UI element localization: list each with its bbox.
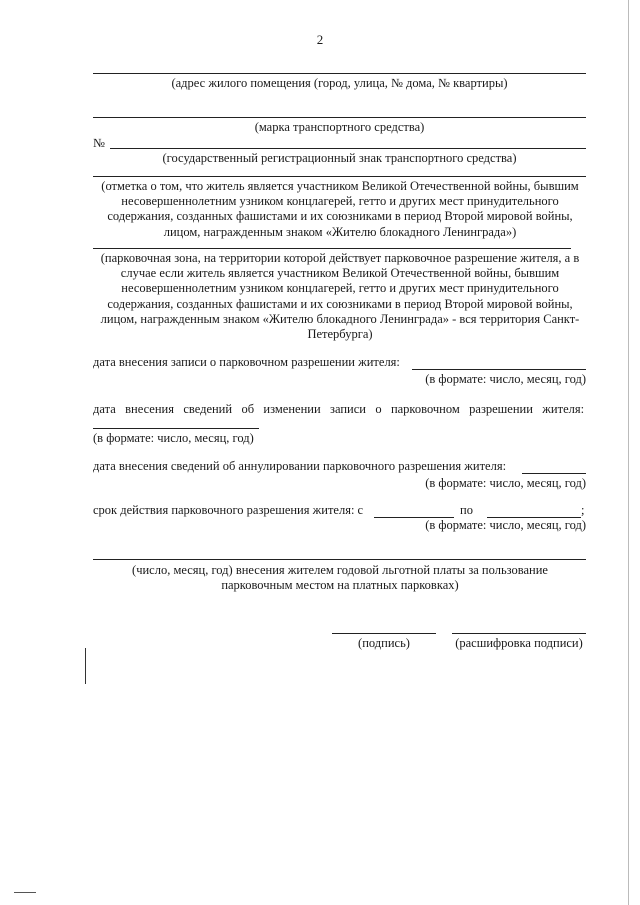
- veteran-note: [90, 179, 590, 240]
- parking-zone-note-line-6: Петербурга): [307, 327, 373, 342]
- scan-edge: [628, 0, 629, 905]
- registration-line: [110, 148, 586, 149]
- signature-decode-caption: (расшифровка подписи): [455, 636, 583, 650]
- registration-caption: (государственный регистрационный знак транспортного средства): [162, 151, 517, 165]
- signature-line[interactable]: [332, 633, 436, 634]
- veteran-note-line: [93, 176, 586, 177]
- veteran-note-line-1: (отметка о том, что житель является участником Великой Отечественной войны, бывшим: [101, 179, 579, 193]
- cancel-date-label: дата внесения сведений об аннулировании парковочного разрешения жителя:: [93, 459, 507, 473]
- vehicle-brand-line: [93, 117, 586, 118]
- cancel-date-field[interactable]: [522, 473, 586, 474]
- parking-zone-note-line-4: содержания, созданных фашистами и их союзниками в период Второй мировой войны,: [107, 296, 573, 311]
- parking-zone-note-line-1: (парковочная зона, на территории которой действует парковочное разрешение жителя, а в: [100, 251, 580, 265]
- entry-date-format: (в формате: число, месяц, год): [425, 372, 586, 386]
- cancel-date-format: (в формате: число, месяц, год): [425, 476, 586, 490]
- parking-zone-note-line-5: лицом, награжденным знаком «Жителю блокадного Ленинграда» - вся территория Санкт-: [100, 311, 580, 326]
- payment-date-line[interactable]: [93, 559, 586, 560]
- signature-caption: (подпись): [358, 636, 410, 650]
- change-date-field[interactable]: [93, 428, 259, 429]
- parking-zone-note-line-2: случае если житель является участником Великой Отечественной войны, бывшим: [120, 266, 560, 281]
- validity-date-format: (в формате: число, месяц, год): [425, 518, 586, 532]
- parking-zone-note-line-3: несовершеннолетним узником концлагерей, гетто и других мест принудительного: [121, 281, 559, 296]
- entry-date-label: дата внесения записи о парковочном разрешении жителя:: [93, 355, 400, 369]
- validity-end-mark: ;: [581, 503, 585, 517]
- payment-note-line-1: (число, месяц, год) внесения жителем годовой льготной платы за пользование: [132, 563, 548, 577]
- vehicle-brand-caption: (марка транспортного средства): [254, 120, 425, 134]
- page-number: 2: [316, 32, 324, 47]
- edge-mark: [14, 892, 36, 893]
- veteran-note-line-2: несовершеннолетним узником концлагерей, гетто и других мест принудительного: [121, 194, 559, 209]
- payment-note: [90, 563, 590, 593]
- entry-date-field[interactable]: [412, 369, 586, 370]
- change-date-label: дата внесения сведений об изменении записи о парковочном разрешении жителя:: [93, 402, 585, 416]
- signature-decode-line[interactable]: [452, 633, 586, 634]
- validity-to-label: по: [460, 503, 473, 517]
- parking-zone-note: [90, 251, 590, 342]
- number-sign: №: [93, 136, 105, 150]
- address-line: [93, 73, 586, 74]
- veteran-note-line-3: содержания, созданных фашистами и их союзниками в период Второй мировой войны,: [107, 209, 573, 224]
- change-date-format: (в формате: число, месяц, год): [93, 431, 254, 445]
- validity-label: срок действия парковочного разрешения жителя: с: [93, 503, 364, 517]
- margin-mark: [85, 648, 86, 684]
- address-caption: (адрес жилого помещения (город, улица, № дома, № квартиры): [171, 76, 508, 90]
- parking-zone-line: [93, 248, 571, 249]
- payment-note-line-2: парковочным местом на платных парковках): [221, 578, 459, 593]
- veteran-note-line-4: лицом, награжденным знаком «Жителю блокадного Ленинграда»): [163, 224, 517, 239]
